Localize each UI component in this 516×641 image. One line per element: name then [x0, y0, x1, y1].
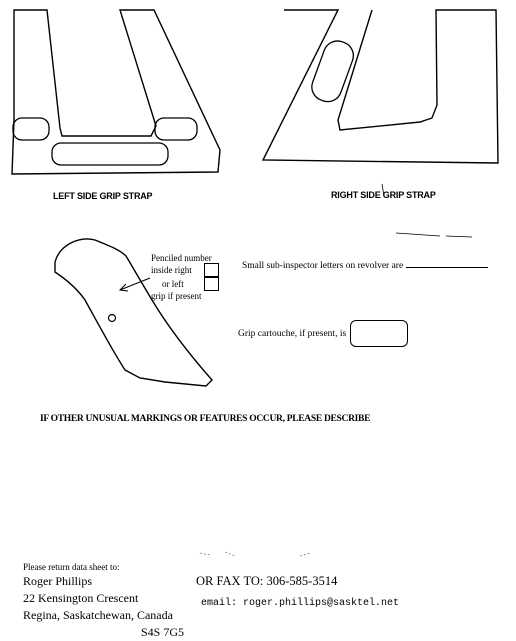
left-oval-pad-1 [13, 118, 49, 140]
right-grip-checkbox[interactable] [204, 263, 219, 277]
penciled-line-1: Penciled number [151, 253, 212, 263]
left-grip-checkbox[interactable] [204, 277, 219, 291]
return-label: Please return data sheet to: [23, 562, 120, 572]
return-address [23, 573, 184, 641]
fax-number: OR FAX TO: 306-585-3514 [196, 574, 338, 588]
sub-inspector-label: Small sub-inspector letters on revolver are [242, 261, 404, 271]
email-address: email: roger.phillips@sasktel.net [201, 598, 400, 609]
right-oval-pad [308, 37, 357, 106]
left-strap-caption: LEFT SIDE GRIP STRAP [53, 191, 153, 201]
penciled-line-3: or left [162, 279, 184, 289]
cartouche-field [238, 320, 408, 347]
address-name: Roger Phillips [23, 574, 93, 588]
penciled-line-2: inside right [151, 265, 192, 275]
address-city: Regina, Saskatchewan, Canada [23, 608, 173, 622]
left-oval-pad-3 [52, 143, 168, 165]
penciled-line-4: grip if present [151, 291, 202, 301]
cartouche-label: Grip cartouche, if present, is [238, 328, 347, 339]
address-street: 22 Kensington Crescent [23, 591, 139, 605]
left-oval-pad-2 [155, 118, 197, 140]
penciled-number-note [151, 253, 219, 301]
grip-screw-hole [109, 315, 116, 322]
right-strap-caption: RIGHT SIDE GRIP STRAP [331, 190, 436, 200]
left-grip-strap-outline [12, 10, 220, 174]
address-postal: S4S 7G5 [141, 625, 185, 639]
sub-inspector-input-line[interactable] [406, 258, 488, 268]
cartouche-input-box[interactable] [350, 320, 408, 347]
right-grip-strap-outline [263, 10, 498, 163]
sub-inspector-field [242, 258, 488, 271]
unusual-markings-heading: IF OTHER UNUSUAL MARKINGS OR FEATURES OCCUR, PLEASE DESCRIBE [40, 414, 371, 424]
